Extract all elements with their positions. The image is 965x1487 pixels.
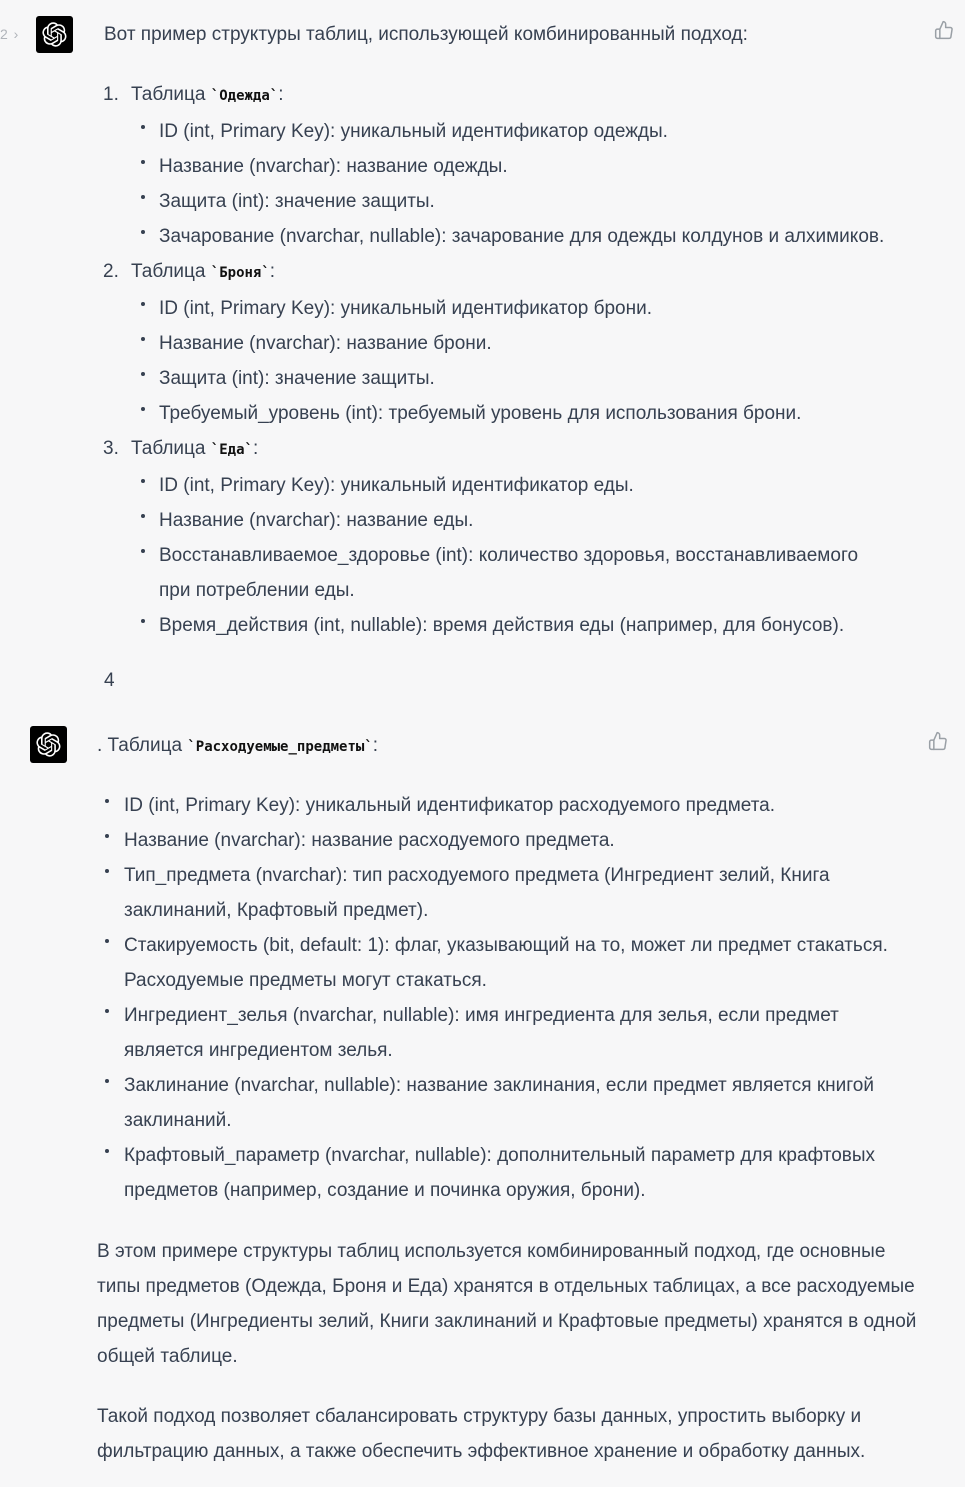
table-name-code: `Расходуемые_предметы` — [187, 739, 373, 755]
list-item: ID (int, Primary Key): уникальный идентификатор расходуемого предмета. — [97, 788, 917, 823]
table-prefix: Таблица — [131, 438, 211, 459]
table-name-code: `Одежда` — [210, 88, 279, 104]
list-item: Ингредиент_зелья (nvarchar, nullable): имя ингредиента для зелья, если предмет является ингредиентом зелья. — [97, 998, 917, 1068]
table-suffix: : — [252, 438, 259, 459]
table-name-code: `Еда` — [210, 442, 253, 458]
list-item: Крафтовый_параметр (nvarchar, nullable): дополнительный параметр для крафтовых предметов (например, создание и починка оружия, брони). — [97, 1138, 917, 1208]
list-item: ID (int, Primary Key): уникальный идентификатор одежды. — [131, 114, 933, 149]
openai-logo-icon — [42, 22, 67, 47]
list-item: Тип_предмета (nvarchar): тип расходуемого предмета (Ингредиент зелий, Книга заклинаний, Крафтовый предмет). — [97, 858, 917, 928]
list-item: Стакируемость (bit, default: 1): флаг, указывающий на то, может ли предмет стакаться. Расходуемые предметы могут стакаться. — [97, 928, 917, 998]
table-item-clothing — [103, 77, 933, 254]
list-item: ID (int, Primary Key): уникальный идентификатор еды. — [131, 468, 891, 503]
field-list — [131, 468, 891, 643]
assistant-avatar — [30, 726, 67, 763]
conclusion-paragraph: Такой подход позволяет сбалансировать структуру базы данных, упростить выборку и фильтрацию данных, а также обеспечить эффективное хранение и обработку данных. — [97, 1406, 866, 1462]
thumbs-up-icon[interactable] — [928, 731, 948, 751]
list-item: Время_действия (int, nullable): время действия еды (например, для бонусов). — [131, 608, 891, 643]
list-number: 3. — [103, 438, 119, 459]
list-item: Защита (int): значение защиты. — [131, 361, 933, 396]
table-prefix: Таблица — [131, 261, 211, 282]
openai-logo-icon — [36, 732, 61, 757]
list-item: Зачарование (nvarchar, nullable): зачарование для одежды колдунов и алхимиков. — [131, 219, 933, 254]
table-prefix: . Таблица — [97, 735, 188, 756]
list-item: Название (nvarchar): название еды. — [131, 503, 891, 538]
tables-list — [103, 77, 933, 643]
message-intro: Вот пример структуры таблиц, использующей комбинированный подход: — [104, 24, 748, 45]
thumbs-up-icon[interactable] — [934, 20, 954, 40]
list-item: ID (int, Primary Key): уникальный идентификатор брони. — [131, 291, 933, 326]
table-item-armor — [103, 254, 933, 431]
table-item-food — [103, 431, 933, 643]
summary-paragraph: В этом примере структуры таблиц используется комбинированный подход, где основные типы предметов (Одежда, Броня и Еда) хранятся в отдельных таблицах, а все расходуемые предметы (Ингредиенты зелий, Книги заклинаний и Крафтовые предметы) хранятся в одной общей таблице. — [97, 1241, 917, 1367]
previous-response-nav[interactable]: 2 › — [0, 26, 20, 42]
table-heading — [97, 728, 927, 765]
assistant-avatar — [36, 16, 73, 53]
trailing-number: 4 — [104, 670, 115, 691]
list-item: Название (nvarchar): название одежды. — [131, 149, 933, 184]
table-prefix: Таблица — [131, 84, 211, 105]
table-suffix: : — [269, 261, 276, 282]
field-list — [97, 788, 917, 1208]
list-item: Защита (int): значение защиты. — [131, 184, 933, 219]
field-list — [131, 114, 933, 254]
field-list — [131, 291, 933, 431]
list-item: Заклинание (nvarchar, nullable): название заклинания, если предмет является книгой заклинаний. — [97, 1068, 917, 1138]
table-suffix: : — [278, 84, 284, 105]
list-item: Название (nvarchar): название брони. — [131, 326, 933, 361]
list-number: 1. — [103, 84, 119, 105]
list-item: Требуемый_уровень (int): требуемый уровень для использования брони. — [131, 396, 933, 431]
list-item: Восстанавливаемое_здоровье (int): количество здоровья, восстанавливаемого при потреблении еды. — [131, 538, 891, 608]
table-suffix: : — [372, 735, 379, 756]
list-number: 2. — [103, 261, 119, 282]
list-item: Название (nvarchar): название расходуемого предмета. — [97, 823, 917, 858]
table-name-code: `Броня` — [210, 265, 270, 281]
